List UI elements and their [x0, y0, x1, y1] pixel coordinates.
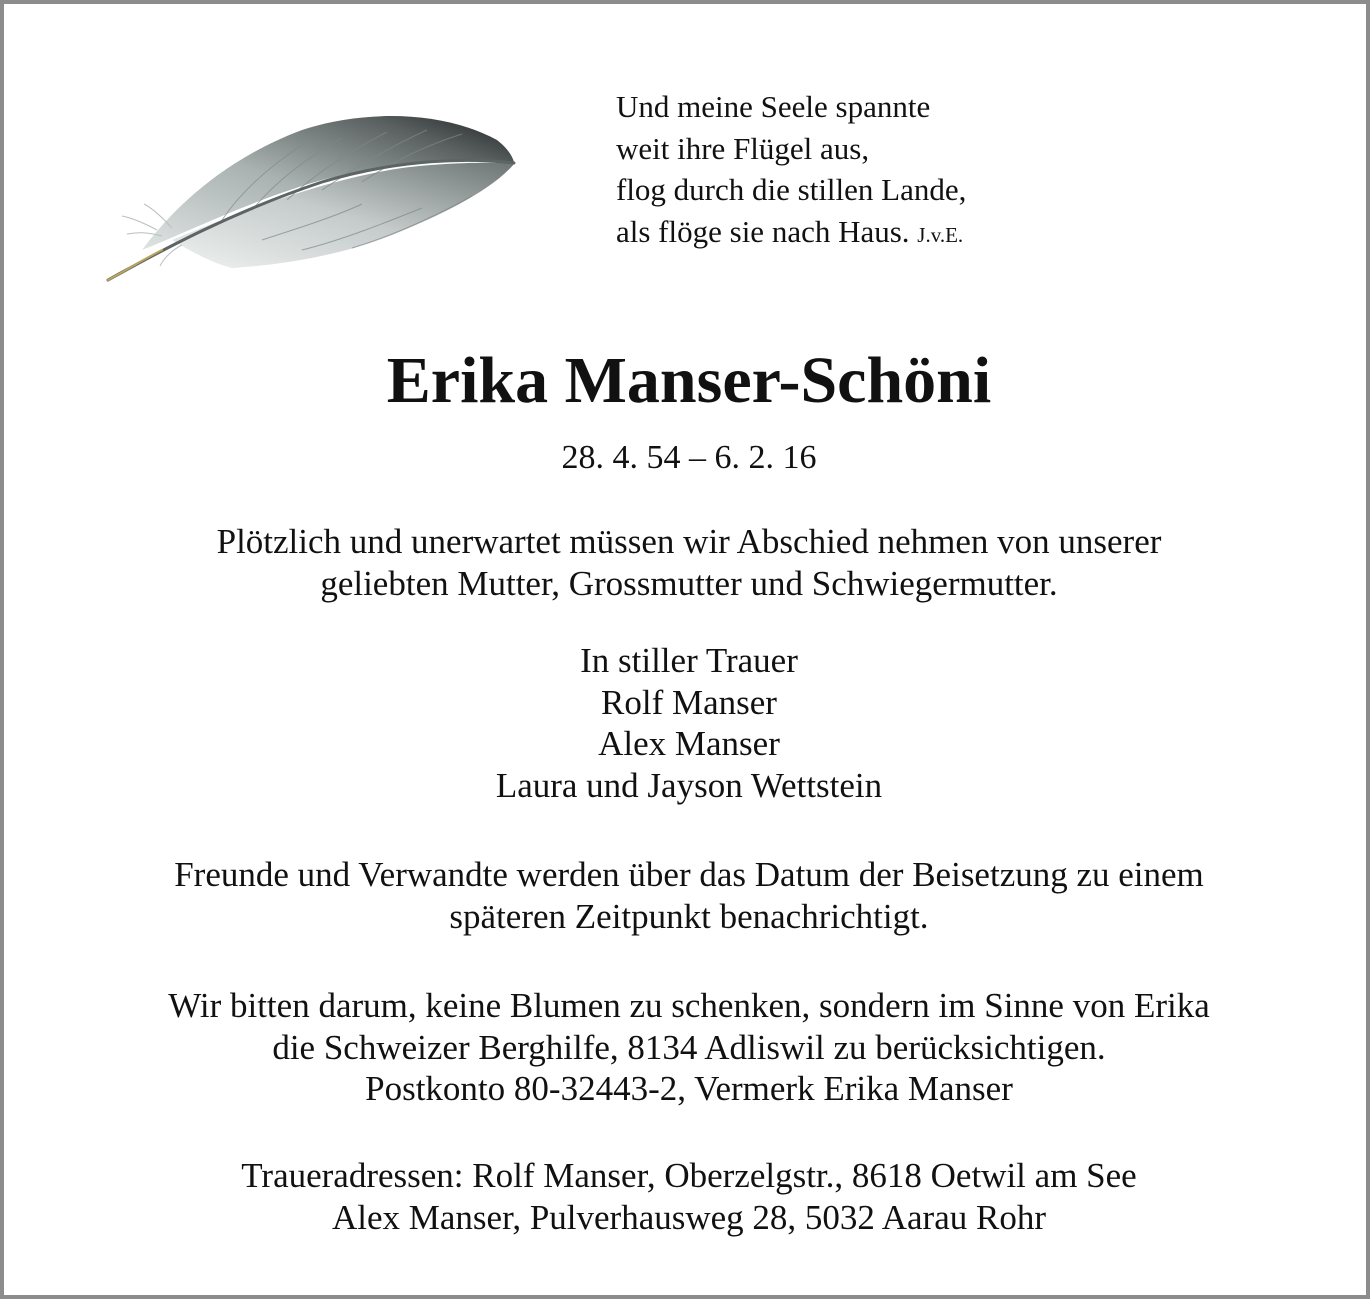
funeral-notice-line: Freunde und Verwandte werden über das Datum der Beisetzung zu einem [174, 855, 1204, 894]
mourners-block [4, 640, 1370, 806]
address-line: Alex Manser, Pulverhausweg 28, 5032 Aarau Rohr [331, 1197, 1046, 1237]
intro-line: geliebten Mutter, Grossmutter und Schwiegermutter. [320, 563, 1058, 603]
poem-line-text: als flöge sie nach Haus. [616, 213, 910, 249]
mourning-addresses [4, 1155, 1370, 1238]
poem-line: Und meine Seele spannte [616, 89, 931, 124]
mourners-heading: In stiller Trauer [580, 641, 798, 680]
poem-line: weit ihre Flügel aus, [616, 130, 870, 166]
feather-illustration [102, 100, 520, 290]
intro-line: Plötzlich und unerwartet müssen wir Abschied nehmen von unserer [216, 522, 1162, 561]
deceased-name: Erika Manser-Schöni [386, 344, 992, 417]
poem-line: flog durch die stillen Lande, [616, 172, 967, 207]
poem-line [616, 211, 966, 257]
poem-author: J.v.E. [917, 222, 964, 247]
poem [616, 86, 966, 256]
mourner-name: Laura und Jayson Wettstein [495, 765, 883, 805]
donation-line: die Schweizer Berghilfe, 8134 Adliswil zu berücksichtigen. [272, 1027, 1106, 1067]
donation-line: Postkonto 80-32443-2, Vermerk Erika Manser [365, 1069, 1013, 1108]
donation-line: Wir bitten darum, keine Blumen zu schenken, sondern im Sinne von Erika [168, 986, 1210, 1025]
donation-request [4, 985, 1370, 1110]
funeral-notice [4, 854, 1370, 937]
mourner-name: Rolf Manser [601, 682, 777, 722]
life-dates: 28. 4. 54 – 6. 2. 16 [561, 439, 817, 476]
mourner-name: Alex Manser [598, 724, 780, 763]
intro-text [4, 521, 1370, 604]
address-line: Traueradressen: Rolf Manser, Oberzelgstr., 8618 Oetwil am See [241, 1156, 1137, 1195]
funeral-notice-line: späteren Zeitpunkt benachrichtigt. [449, 896, 929, 936]
